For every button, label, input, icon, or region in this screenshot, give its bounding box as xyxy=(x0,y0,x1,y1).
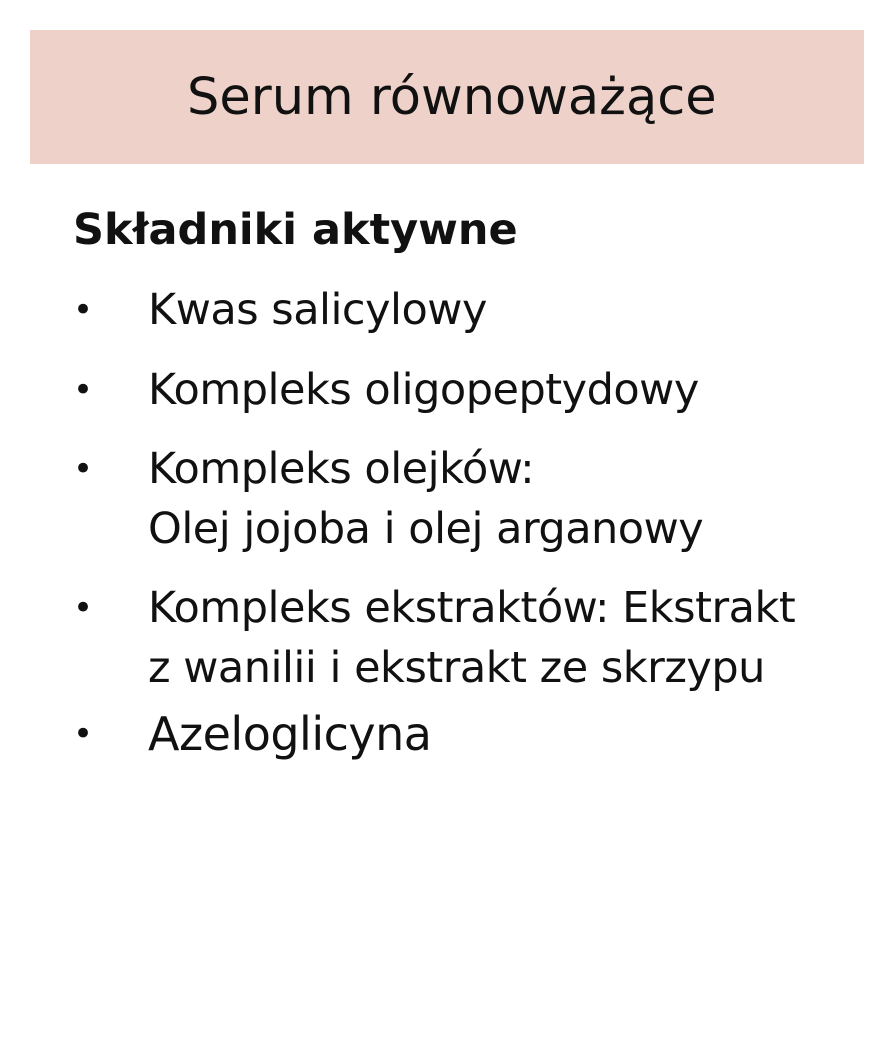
list-item-text: Kompleks ekstraktów: Ekstrakt z wanilii i ekstrakt ze skrzypu xyxy=(148,583,796,693)
list-item-text: Kwas salicylowy xyxy=(148,285,487,335)
bullet-icon: • xyxy=(73,370,94,410)
bullet-icon: • xyxy=(73,714,94,754)
list-item-text: Kompleks olejków: Olej jojoba i olej arganowy xyxy=(148,444,704,554)
list-item-text: Kompleks oligopeptydowy xyxy=(148,365,699,415)
bullet-icon: • xyxy=(73,588,94,628)
title-banner xyxy=(30,30,864,164)
bullet-icon: • xyxy=(73,290,94,330)
slide-title: Serum równoważące xyxy=(187,68,717,127)
section-heading: Składniki aktywne xyxy=(73,205,518,255)
list-item-text: Azeloglicyna xyxy=(148,707,432,761)
bullet-icon: • xyxy=(73,449,94,489)
